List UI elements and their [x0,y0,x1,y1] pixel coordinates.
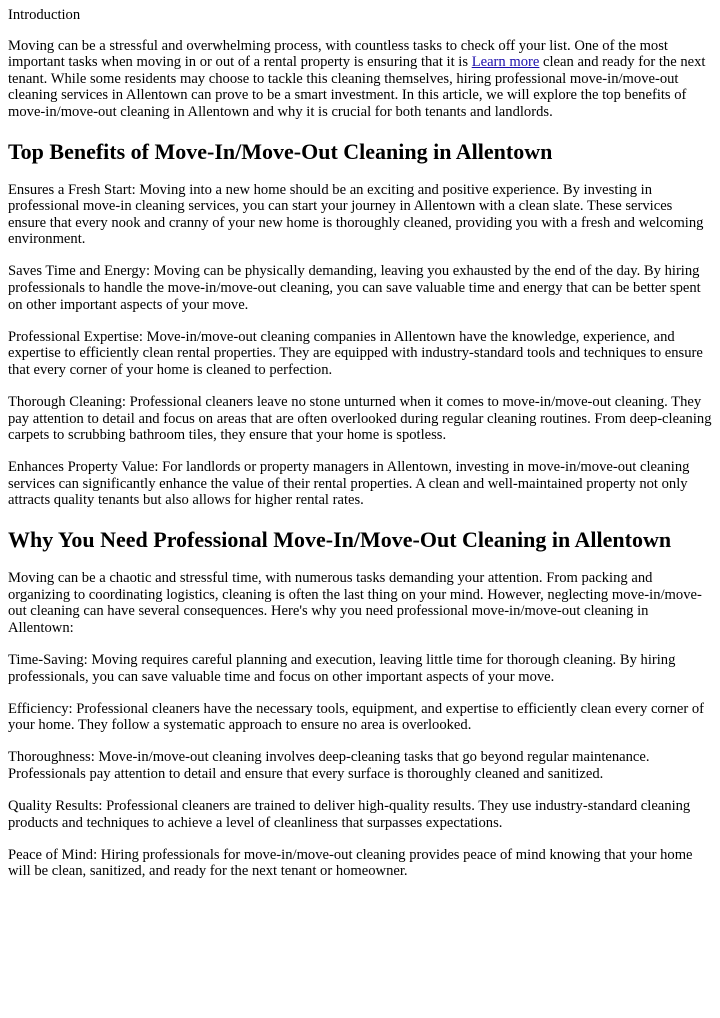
benefit-thorough: Thorough Cleaning: Professional cleaners leave no stone unturned when it comes to move-in/move-out cleaning. They pay attention to detail and focus on areas that are often overlooked during regular cleaning routines. From deep-cleaning carpets to scrubbing bathroom tiles, they ensure that your home is spotless. [8,394,712,444]
benefit-saves-time: Saves Time and Energy: Moving can be physically demanding, leaving you exhausted by the end of the day. By hiring professionals to handle the move-in/move-out cleaning, you can save valuable time and energy that can be better spent on other important aspects of your move. [8,263,701,313]
intro-text-after-link: clean and ready for the next tenant. While some residents may choose to tackle this cleaning themselves, hiring professional move-in/move-out cleaning services in Allentown can prove to be a smart investment. In this article, we will explore the top benefits of move-in/move-out cleaning in Allentown and why it is crucial for both tenants and landlords. [8,54,706,120]
why-thoroughness: Thoroughness: Move-in/move-out cleaning involves deep-cleaning tasks that go beyond regular maintenance. Professionals pay attention to detail and ensure that every surface is thoroughly cleaned and sanitized. [8,749,650,782]
why-efficiency: Efficiency: Professional cleaners have the necessary tools, equipment, and expertise to efficiently clean every corner of your home. They follow a systematic approach to ensure no area is overlooked. [8,700,705,734]
intro-paragraph [8,38,713,121]
why-quality: Quality Results: Professional cleaners are trained to deliver high-quality results. They use industry-standard cleaning products and techniques to achieve a level of cleanliness that surpasses expectations. [8,798,691,831]
why-heading: Why You Need Professional Move-In/Move-Out Cleaning in Allentown [8,527,672,553]
intro-label: Introduction [8,7,81,23]
benefit-property-value: Enhances Property Value: For landlords or property managers in Allentown, investing in move-in/move-out cleaning services can significantly enhance the value of their rental properties. A clean and well-maintained property not only attracts quality tenants but also allows for higher rental rates. [8,459,690,509]
benefit-expertise: Professional Expertise: Move-in/move-out cleaning companies in Allentown have the knowledge, experience, and expertise to efficiently clean rental properties. They are equipped with industry-standard tools and techniques to ensure that every corner of your home is cleaned to perfection. [8,328,703,378]
intro-text-before-link: Moving can be a stressful and overwhelming process, with countless tasks to check off your list. One of the most important tasks when moving in or out of a rental property is ensuring that it is [8,37,668,71]
benefit-fresh-start: Ensures a Fresh Start: Moving into a new home should be an exciting and positive experience. By investing in professional move-in cleaning services, you can start your journey in Allentown with a clean slate. These services ensure that every nook and cranny of your new home is thoroughly cleaned, providing you with a fresh and welcoming environment. [8,181,704,248]
benefits-heading: Top Benefits of Move-In/Move-Out Cleaning in Allentown [8,138,553,164]
why-peace-of-mind: Peace of Mind: Hiring professionals for move-in/move-out cleaning provides peace of mind knowing that your home will be clean, sanitized, and ready for the next tenant or homeowner. [8,846,693,880]
why-intro: Moving can be a chaotic and stressful time, with numerous tasks demanding your attention. From packing and organizing to coordinating logistics, cleaning is often the last thing on your mind. However, neglecting move-in/move-out cleaning can have several consequences. Here's why you need professional move-in/move-out cleaning in Allentown: [8,570,702,636]
learn-more-link[interactable]: Learn more [471,54,540,71]
why-time-saving: Time-Saving: Moving requires careful planning and execution, leaving little time for thorough cleaning. By hiring professionals, you can save valuable time and focus on other important aspects of your move. [8,651,676,685]
